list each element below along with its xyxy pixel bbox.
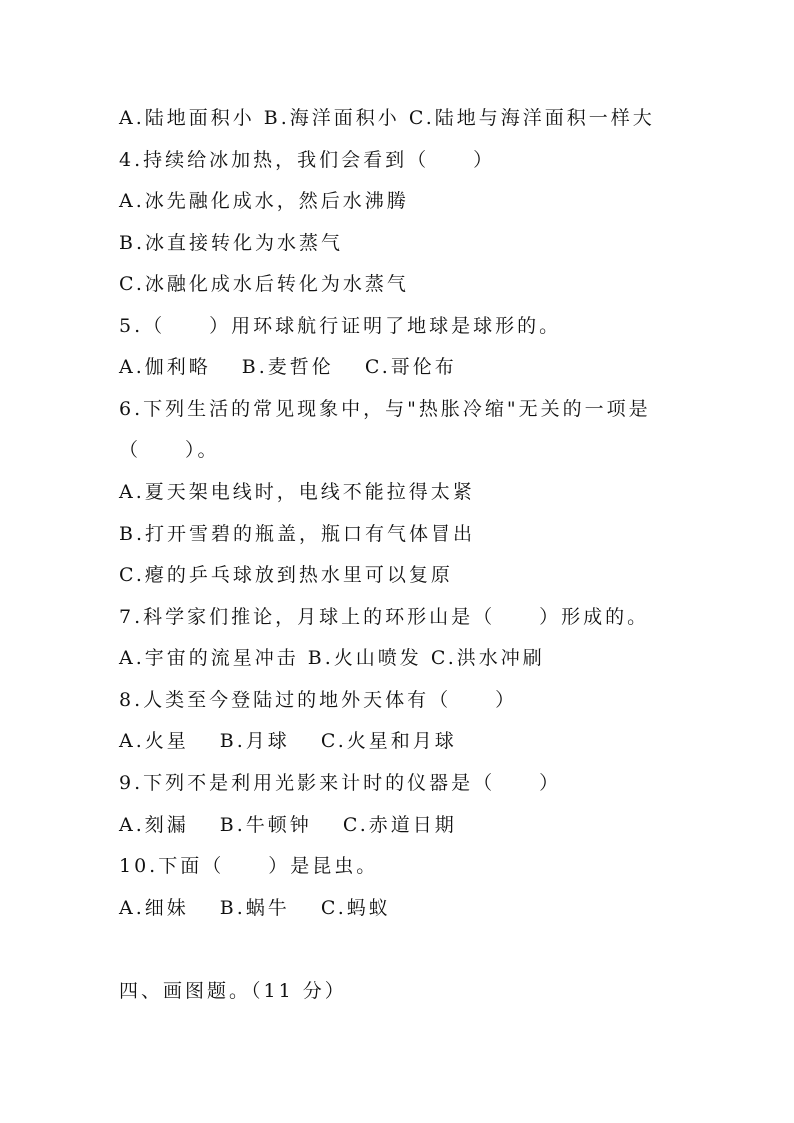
question-7: 7.科学家们推论，月球上的环形山是（ ）形成的。 <box>119 606 650 628</box>
option-line-q10: A.细妹 B.蜗牛 C.蚂蚁 <box>119 897 391 919</box>
option-line-q7: A.宇宙的流星冲击 B.火山喷发 C.洪水冲刷 <box>119 647 545 669</box>
question-6: 6.下列生活的常见现象中，与"热胀冷缩"无关的一项是 <box>119 398 651 420</box>
option-line-q8: A.火星 B.月球 C.火星和月球 <box>119 730 457 752</box>
question-10: 10.下面（ ）是昆虫。 <box>119 855 379 877</box>
question-4: 4.持续给冰加热，我们会看到（ ） <box>119 149 496 171</box>
option-line-q9: A.刻漏 B.牛顿钟 C.赤道日期 <box>119 814 457 836</box>
section-heading: 四、画图题。（11 分） <box>119 980 347 1002</box>
question-6-continuation: （ ）。 <box>119 439 220 461</box>
option-line-q6-a: A.夏天架电线时，电线不能拉得太紧 <box>119 481 475 503</box>
option-line-q6-c: C.瘪的乒乓球放到热水里可以复原 <box>119 564 453 586</box>
question-8: 8.人类至今登陆过的地外天体有（ ） <box>119 689 518 711</box>
option-line-q6-b: B.打开雪碧的瓶盖，瓶口有气体冒出 <box>119 523 476 545</box>
option-line-q4-c: C.冰融化成水后转化为水蒸气 <box>119 273 409 295</box>
question-9: 9.下列不是利用光影来计时的仪器是（ ） <box>119 772 562 794</box>
question-5: 5.（ ）用环球航行证明了地球是球形的。 <box>119 315 562 337</box>
option-line-q4-a: A.冰先融化成水，然后水沸腾 <box>119 190 409 212</box>
option-line-q4-b: B.冰直接转化为水蒸气 <box>119 232 344 254</box>
option-line-q3: A.陆地面积小 B.海洋面积小 C.陆地与海洋面积一样大 <box>119 107 655 129</box>
option-line-q5: A.伽利略 B.麦哲伦 C.哥伦布 <box>119 356 457 378</box>
